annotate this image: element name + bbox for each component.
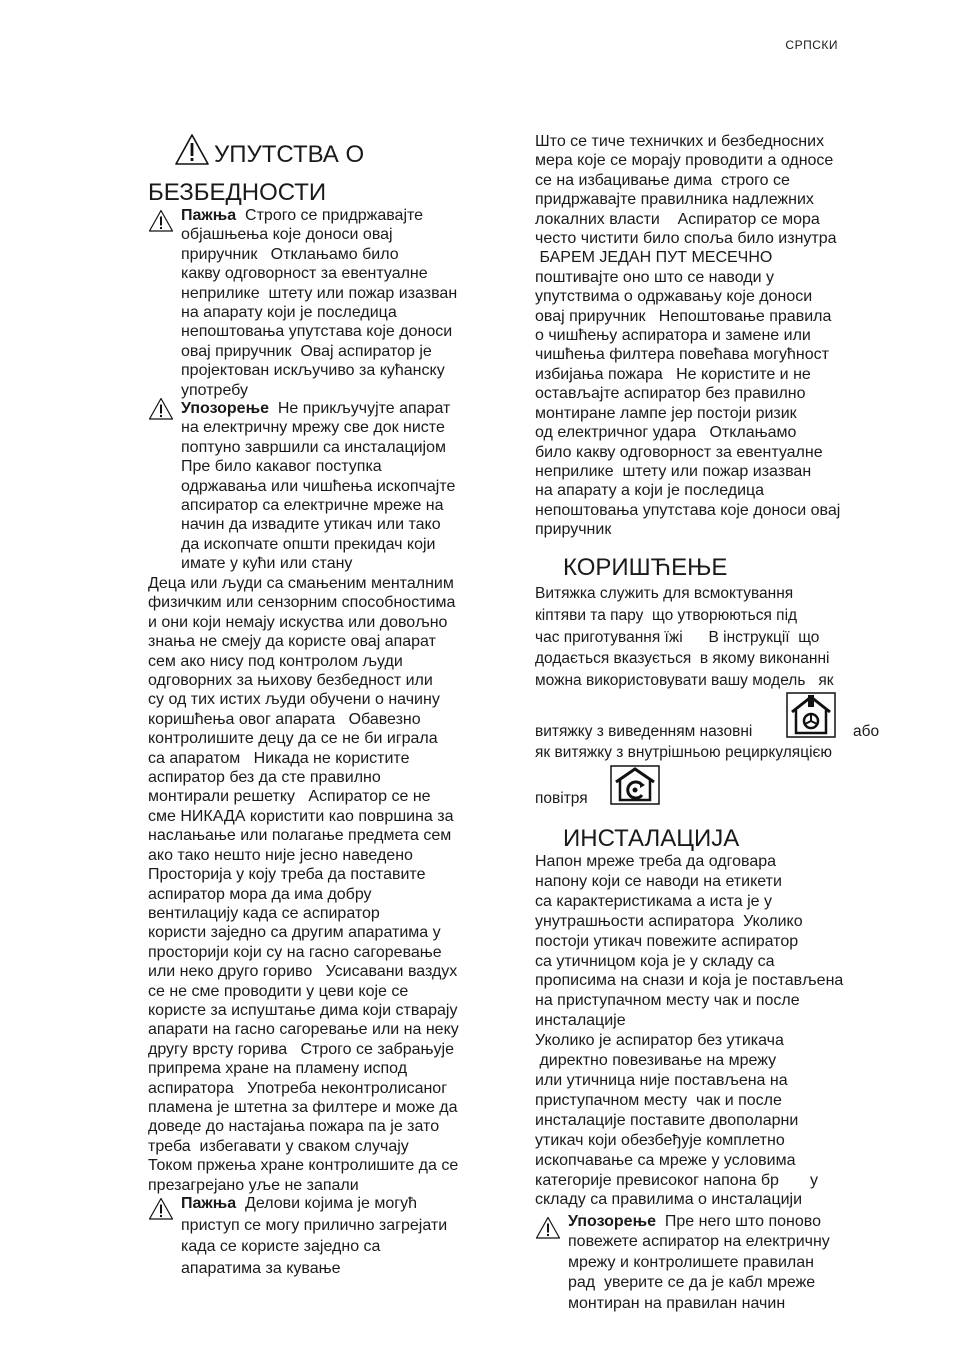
usage-line-recirculation: як витяжку з внутрішньою рециркуляцією (535, 744, 833, 761)
caution-text: Делови којима је могућ приступ се могу прилично загрејати када се користе заједно са апаратима за кување (181, 1195, 448, 1277)
warning-label: Упозорење (568, 1213, 656, 1230)
house-fan-exhaust-icon (786, 692, 836, 738)
warning-text: Пре него што поново повежете аспиратор на електричну мрежу и контролишете правилан рад уверите се да је кабл мреже монтиран на правилан начин (568, 1213, 830, 1312)
fume-regulations-text: Што се тиче техничких и безбедносних мера које се морају проводити а односе се на избацивање дима строго се придржавајте правилника надлежних локалних власти Аспиратор се мора често чистити било споља било изнутра БАРЕМ ЈЕДАН ПУТ МЕСЕЧНО поштивајте оно што се наводи у упутствима о одржавању које доноси овај приручник Непоштовање правила о чишћењу аспиратора и замене или чишћења филтера повећава могућност избијања пожара Не користите и не остављајте аспиратор без правилно монтиране лампе јер постоји ризик од електричног удара Отклањамо било какву одговорност за евентуалне неприлике штету или пожар изазван на апарату а који је последица непоштовања упутстава које доноси овај приручник (535, 133, 841, 539)
safety-title-line2: БЕЗБЕДНОСТИ (148, 179, 327, 206)
warning-icon (148, 397, 174, 421)
safety-body-text: Деца или људи са смањеним менталним физичким или сензорним способностима и они који немају искуства или довољно знања не смеју да користе овај апарат сем ако нису под контролом људи одговорних за њихову безбедност или су од тих истих људи обучени о начину коришћења овог апарата Обавезно контролишите децу да се не би играла са апаратом Никада не користите аспиратор без да сте правилно монтирали решетку Аспиратор се не сме НИКАДА користити као површина за наслањање или полагање предмета сем ако тако нешто није јесно наведено Просторија у коју треба да поставите аспиратор мора да има добру вентилацију када се аспиратор користи заједно са другим апаратима у просторији који су на гасно сагоревање или неко друго гориво Усисавани ваздух се не сме проводити у цеви које се користе за испуштање дима који стварају апарати на гасно сагоревање или на неку другу врсту горива Строго се забрањује припрема хране на пламену испод аспиратора Употреба неконтролисаног пламена је штетна за филтере и може да доведе до настајања пожара па је зато треба избегавати у сваком случају Током пржења хране контролишите да се презагрејано уље не запали (148, 575, 459, 1194)
safety-title-line1: УПУТСТВА О (214, 141, 365, 168)
warning-text: Не прикључујте апарат на електричну мрежу све док нисте поптуно завршили са инсталацијом Пре било какавог поступка одржавања или чишћења ископчајте апсиратор са електричне мреже на начин да извадите утикач или тако да ископчате општи прекидач који имате у кући или стану (181, 400, 456, 573)
warning-icon (535, 1216, 561, 1240)
warning-triangle-icon (174, 133, 210, 167)
warning-paragraph-1 (181, 399, 455, 574)
caution-paragraph-2 (181, 1193, 447, 1279)
install-title: ИНСТАЛАЦИЈА (563, 825, 740, 852)
usage-title: КОРИШЋЕЊЕ (563, 554, 728, 581)
usage-line-or: або (853, 723, 880, 740)
caution-label: Пажња (181, 1195, 237, 1212)
caution-icon (148, 209, 174, 233)
house-recirculation-icon (610, 765, 660, 805)
caution-text: Строго се придржавајте објашњења које доноси овај приручник Отклањамо било какву одговорност за евентуалне неприлике штету или пожар изазван на апарату који је последица непоштовања упутстава које доноси овај приручник Овај аспиратор је пројектован искључиво за кућанску употребу (181, 207, 458, 399)
install-text: Напон мреже треба да одговара напону који се наводи на етикети са карактеристикама а иста је у унутрашњости аспиратора Уколико постоји утикач повежите аспиратор са утичницом која је у складу са прописима на снази и која је постављена на приступачном месту чак и после инсталације Уколико је аспиратор без утикача директно повезивање на мрежу или утичница није постављена на приступачном месту чак и после инсталације поставите двополарни утикач који обезбеђује комплетно ископчавање са мреже у условима категорије превисоког напона бр у складу са правилима о инсталацији (535, 853, 844, 1209)
usage-text: Витяжка служить для всмоктування кіптяви та пару що утворюються під час приготування їжі В інструкції що додається вказується в якому виконанні можна використовувати вашу модель як (535, 585, 834, 690)
language-label: СРПСКИ (785, 38, 838, 52)
caution-label: Пажња (181, 207, 237, 224)
warning-paragraph-2 (568, 1212, 830, 1314)
warning-label: Упозорење (181, 400, 269, 417)
usage-line-air: повітря (535, 790, 588, 807)
caution-icon (148, 1197, 174, 1221)
caution-paragraph-1 (181, 206, 457, 400)
usage-line-exhaust: витяжку з виведенням назовні (535, 723, 753, 740)
